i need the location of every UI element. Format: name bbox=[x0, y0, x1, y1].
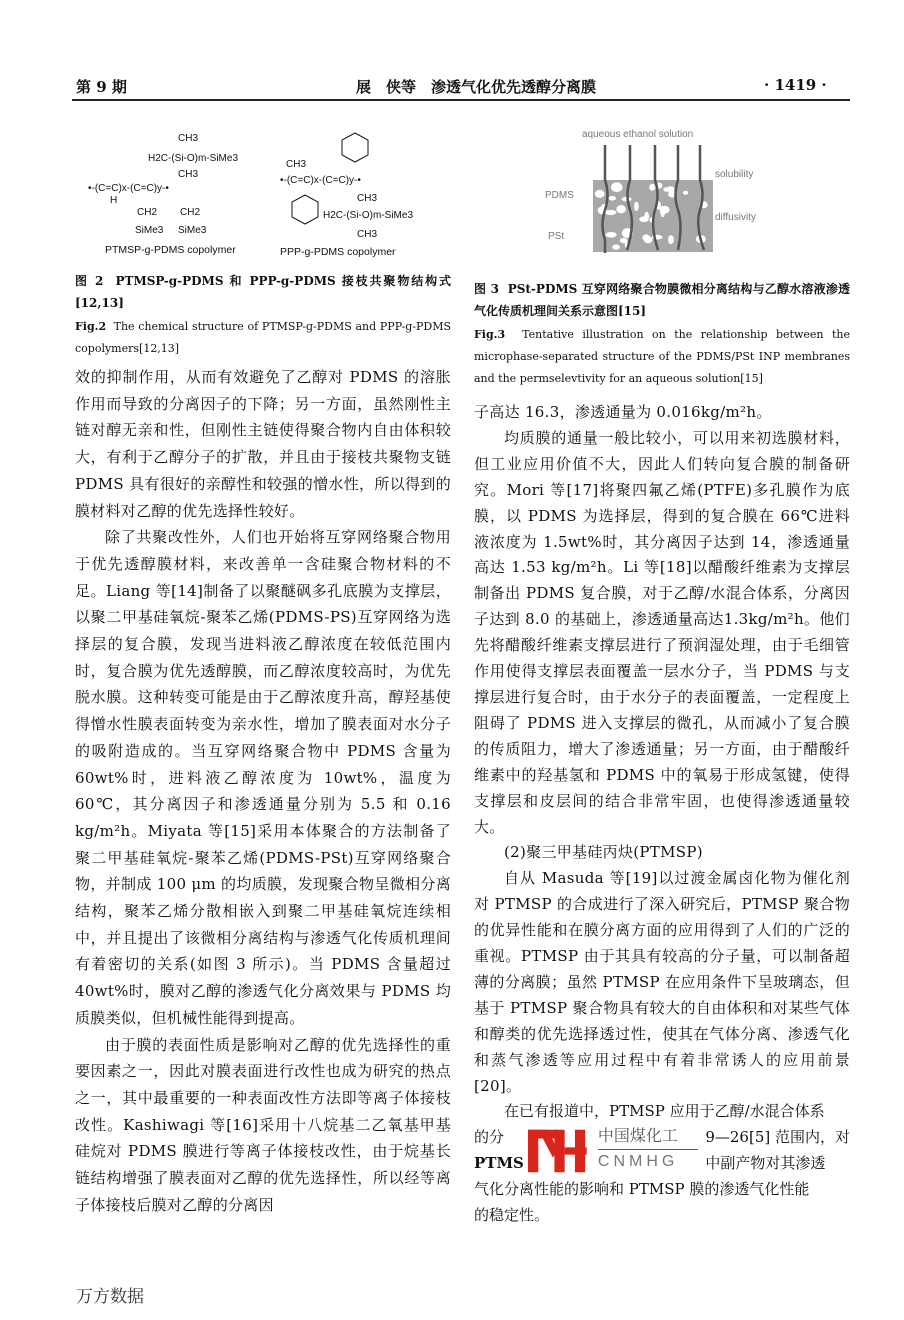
label: CH3 bbox=[178, 169, 199, 180]
pst-domain bbox=[616, 205, 625, 213]
label: CH3 bbox=[357, 193, 378, 204]
label: CH3 bbox=[178, 133, 199, 144]
label: CH3 bbox=[357, 229, 378, 240]
watermark-divider bbox=[598, 1149, 698, 1150]
benzene-ring-icon bbox=[342, 133, 368, 162]
caption-text: PTMSP-g-PDMS 和 PPP-g-PDMS 接枝共聚物结构式[12,13] bbox=[75, 274, 452, 310]
label: H2C-(Si-O)m-SiMe3 bbox=[148, 153, 238, 164]
label: H2C-(Si-O)m-SiMe3 bbox=[323, 210, 413, 221]
pst-domain bbox=[634, 202, 639, 212]
last-paragraph bbox=[474, 1099, 850, 1229]
label: CH2 bbox=[180, 207, 201, 218]
label: •-(C=C)x-(C=C)y-• bbox=[88, 183, 169, 194]
benzene-ring-icon bbox=[292, 195, 318, 224]
pst-domain bbox=[644, 236, 653, 243]
label: CH2 bbox=[137, 207, 158, 218]
watermark bbox=[528, 1125, 701, 1177]
structure-name-left: PTMSP-g-PDMS copolymer bbox=[105, 244, 236, 256]
caption-text: Tentative illustration on the relationship between the microphase-separated structure of the PDMS/PSt INP membranes and the permselevtivity for an aqueous solution[15] bbox=[474, 328, 850, 385]
caption-label: 图 2 bbox=[75, 274, 104, 288]
label-aqueous-ethanol: aqueous ethanol solution bbox=[582, 129, 694, 140]
pst-domain bbox=[660, 207, 665, 217]
right-flow bbox=[474, 278, 850, 1229]
pst-domain bbox=[612, 244, 620, 249]
issue-number: 第 9 期 bbox=[76, 78, 127, 96]
fig3-caption-en bbox=[474, 324, 850, 390]
pst-domain bbox=[663, 187, 670, 192]
text-line: 9—26[5] 范围内，对 bbox=[705, 1128, 850, 1147]
label: SiMe3 bbox=[178, 225, 207, 236]
label: •-(C=C)x-(C=C)y-• bbox=[280, 175, 361, 186]
label-pst: PSt bbox=[548, 231, 565, 242]
text-line: 的稳定性。 bbox=[474, 1206, 550, 1225]
left-flow bbox=[75, 270, 451, 1219]
paragraph: 子高达 16.3，渗透通量为 0.016kg/m²h。 bbox=[474, 403, 772, 421]
caption-text: The chemical structure of PTMSP-g-PDMS and PPP-g-PDMS copolymers[12,13] bbox=[75, 320, 451, 355]
right-column bbox=[474, 400, 850, 1099]
caption-label: Fig.2 bbox=[75, 320, 107, 333]
caption-text: PSt-PDMS 互穿网络聚合物膜微相分离结构与乙醇水溶液渗透气化传质机理间关系示意图[15] bbox=[474, 282, 850, 318]
fig2-caption-en bbox=[75, 316, 451, 360]
pst-domain bbox=[683, 191, 688, 195]
pst-domain bbox=[639, 216, 648, 222]
page-number: · 1419 · bbox=[764, 76, 827, 94]
footer-source: 万方数据 bbox=[76, 1287, 144, 1307]
figure-3-diagram bbox=[540, 125, 780, 260]
paragraph: 自从 Masuda 等[19]以过渡金属卤化物为催化剂对 PTMSP 的合成进行了深入研究后，PTMSP 聚合物的优异性能和在膜分离方面的应用得到了人们的广泛的重视。PTMSP 由于其具有较高的分子量，可以制备超薄的分离膜；虽然 PTMSP 在应用条件下呈玻璃态，但基于 PTMSP 聚合物具有较大的自由体积和对某些气体和醇类的优先选择透过性，使其在气体分离、渗透气化和蒸气渗透等应用过程中有着非常诱人的应用前景[20]。 bbox=[474, 869, 850, 1095]
text-line: 中副产物对其渗透 bbox=[705, 1154, 826, 1173]
watermark-cn: 中国煤化工 bbox=[597, 1126, 678, 1146]
label-pdms: PDMS bbox=[545, 190, 574, 201]
figure-2-structures bbox=[80, 125, 420, 260]
section-heading: (2)聚三甲基硅丙炔(PTMSP) bbox=[504, 843, 703, 862]
label-diffusivity: diffusivity bbox=[715, 212, 756, 223]
label-solubility: solubility bbox=[715, 169, 754, 180]
pst-domain bbox=[668, 235, 674, 244]
caption-label: Fig.3 bbox=[474, 328, 506, 341]
text-line: 的分 bbox=[474, 1128, 505, 1147]
fig2-caption-cn bbox=[75, 270, 451, 314]
pst-domain bbox=[605, 232, 616, 238]
pst-domain bbox=[595, 190, 605, 198]
label: CH3 bbox=[286, 159, 307, 170]
paragraph: 除了共聚改性外，人们也开始将互穿网络聚合物用于优先透醇膜材料，来改善单一含硅聚合物材料的不足。Liang 等[14]制备了以聚醚砜多孔底膜为支撑层，以聚二甲基硅氧烷-聚苯乙烯(PDMS-PS)互穿网络为选择层的复合膜，发现当进料液乙醇浓度在较低范围内时，复合膜为优先透醇膜，而乙醇浓度较高时，为优先脱水膜。这种转变可能是由于乙醇浓度升高，醇羟基使得憎水性膜表面转变为亲水性，增加了膜表面对水分子的吸附造成的。当互穿网络聚合物中 PDMS 含量为 60wt%时，进料液乙醇浓度为 10wt%，温度为 60℃，其分离因子和渗透通量分别为 5.5 和 0.16 kg/m²h。Miyata 等[15]采用本体聚合的方法制备了聚二甲基硅氧烷-聚苯乙烯(PDMS-PSt)互穿网络聚合物，并制成 100 μm 的均质膜，发现聚合物呈微相分离结构，聚苯乙烯分散相嵌入到聚二甲基硅氧烷连续相中，并且提出了该微相分离结构与渗透气化传质机理间有着密切的关系(如图 3 所示)。当 PDMS 含量超过 40wt%时，膜对乙醇的渗透气化分离效果与 PDMS 均质膜类似，但机械性能得到提高。 bbox=[75, 528, 451, 1027]
pst-domain bbox=[608, 196, 616, 201]
text-line: PTMS bbox=[474, 1154, 524, 1173]
fig3-caption-cn bbox=[474, 278, 850, 322]
label: H bbox=[110, 195, 118, 206]
paragraph: 效的抑制作用，从而有效避免了乙醇对 PDMS 的溶胀作用而导致的分离因子的下降；另一方面，虽然刚性主链对醇无亲和性，但刚性主链使得聚合物内自由体积较大，有利于乙醇分子的扩散，并且由于接枝共聚物支链 PDMS 具有很好的亲醇性和较强的憎水性，所以得到的膜材料对乙醇的优先选择性较好。 bbox=[75, 368, 451, 520]
header-rule bbox=[72, 99, 850, 101]
running-title: 展 侠等 渗透气化优先透醇分离膜 bbox=[356, 78, 597, 96]
caption-label: 图 3 bbox=[474, 282, 499, 296]
text-line: 在已有报道中，PTMSP 应用于乙醇/水混合体系 bbox=[504, 1102, 825, 1121]
watermark-en: CNMHG bbox=[597, 1153, 679, 1171]
paragraph: 均质膜的通量一般比较小，可以用来初选膜材料，但工业应用价值不大，因此人们转向复合膜的制备研究。Mori 等[17]将聚四氟乙烯(PTFE)多孔膜作为底膜，以 PDMS 为选择层，得到的复合膜在 66℃进料液浓度为 1.5wt%时，其分离因子达到 14，渗透通量高达 1.53 kg/m²h。Li 等[18]以醋酸纤维素为支撑层制备出 PDMS 复合膜，对于乙醇/水混合体系，分离因子达到 8.0 的基础上，渗透通量高达1.3kg/m²h。他们先将醋酸纤维素支撑层进行了预润湿处理，由于毛细管作用使得支撑层表面覆盖一层水分子，当 PDMS 与支撑层进行复合时，由于水分子的表面覆盖，一定程度上阻碍了 PDMS 进入支撑层的微孔，从而减小了复合膜的传质阻力，增大了渗透通量；另一方面，由于醋酸纤维素中的羟基氢和 PDMS 中的氧易于形成氢键，使得支撑层和皮层间的结合非常牢固，也使得渗透通量较大。 bbox=[474, 428, 850, 836]
pst-domain bbox=[614, 184, 619, 188]
paragraph: 由于膜的表面性质是影响对乙醇的优先选择性的重要因素之一，因此对膜表面进行改性也成为研究的热点之一，其中最重要的一种表面改性方法即等离子体接枝改性。Kashiwagi 等[16]采用十八烷基二乙氧基甲基硅烷对 PDMS 膜进行等离子体接枝改性，由于烷基长链结构增强了膜表面对乙醇的优先选择性，所以经等离子体接枝后膜对乙醇的分离因 bbox=[75, 1035, 451, 1214]
structure-name-right: PPP-g-PDMS copolymer bbox=[280, 246, 396, 258]
text-line: 气化分离性能的影响和 PTMSP 膜的渗透气化性能 bbox=[474, 1180, 810, 1199]
label: SiMe3 bbox=[135, 225, 164, 236]
left-column bbox=[75, 364, 451, 1219]
watermark-logo-icon bbox=[528, 1127, 594, 1175]
pst-domain bbox=[649, 184, 655, 191]
